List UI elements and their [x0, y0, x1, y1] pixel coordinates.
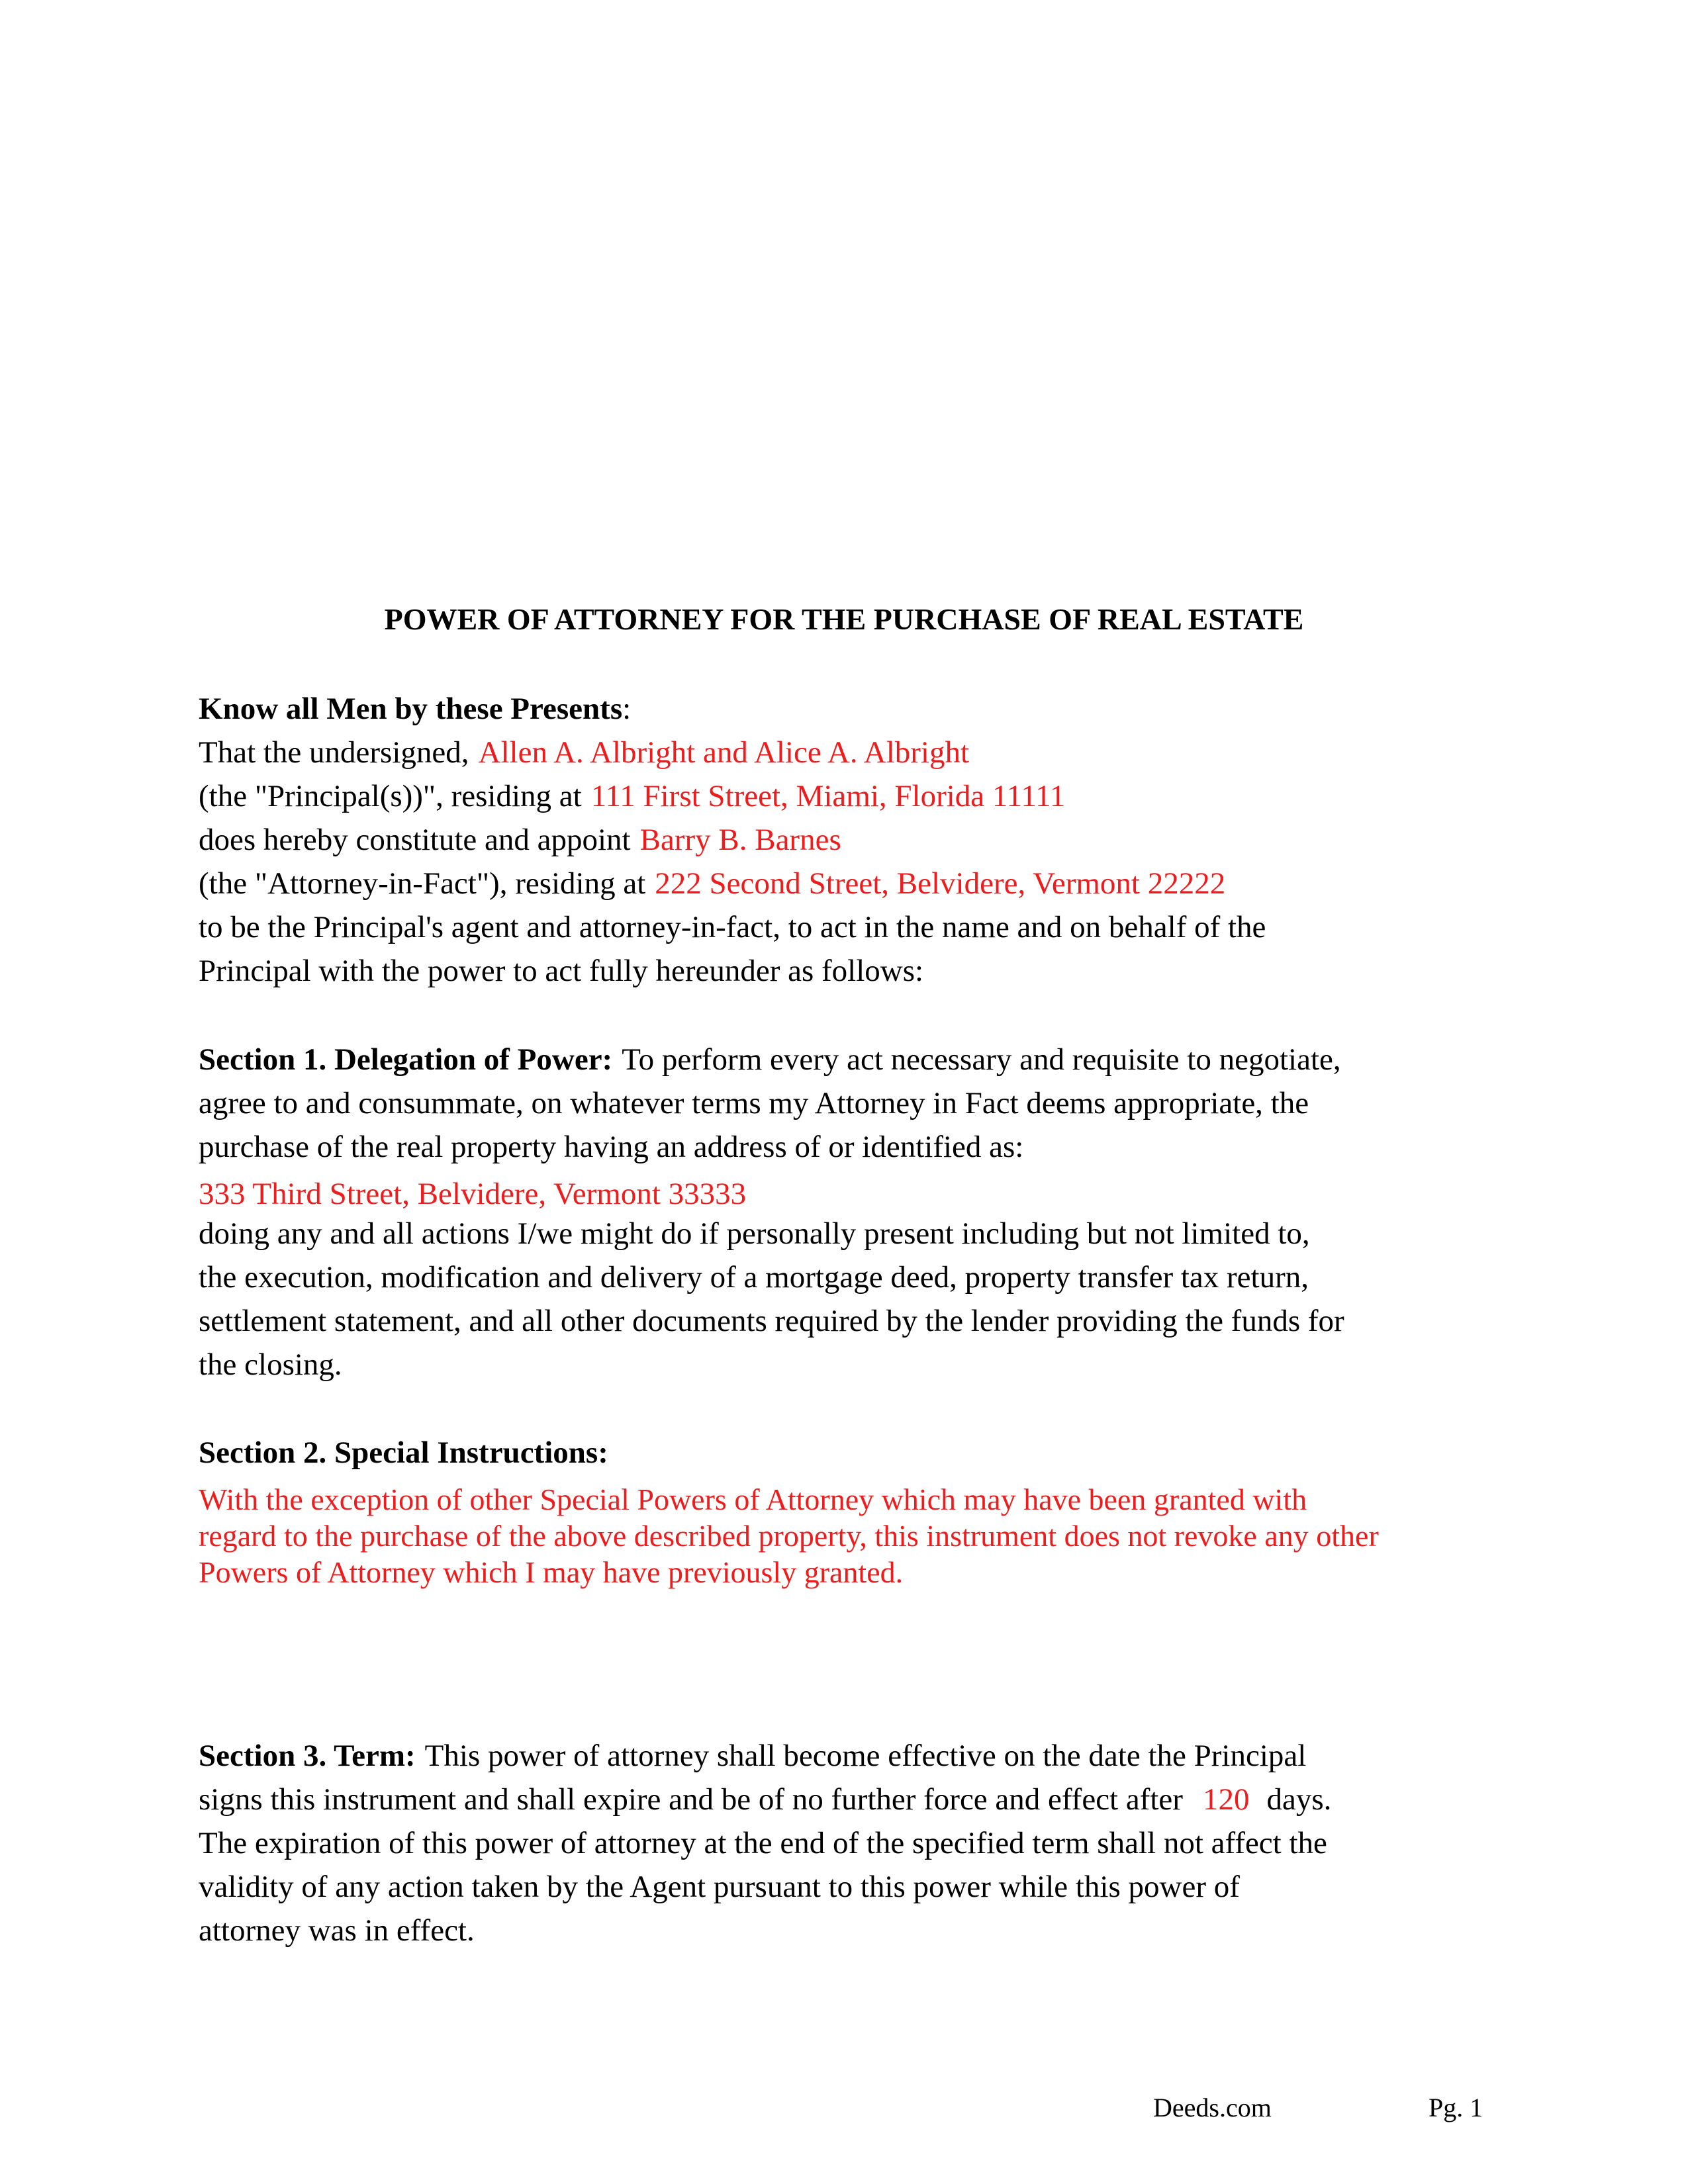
section1-text-line: doing any and all actions I/we might do if personally present including but not limited to, [199, 1216, 1310, 1251]
undersigned-label: That the undersigned, [199, 735, 469, 770]
footer-site: Deeds.com [1153, 2093, 1272, 2122]
section3-term-line [199, 1780, 1331, 1819]
section3-first-line [199, 1737, 1306, 1775]
appoint-label: does hereby constitute and appoint [199, 823, 631, 857]
principal-line [199, 733, 969, 772]
principal-names: Allen A. Albright and Alice A. Albright [478, 735, 970, 770]
attorney-residing-label: (the "Attorney-in-Fact"), residing at [199, 866, 646, 901]
section3-text-line: validity of any action taken by the Agent pursuant to this power while this power of [199, 1870, 1240, 1904]
section1-first-line [199, 1040, 1341, 1079]
footer-page-number: Pg. 1 [1429, 2093, 1483, 2122]
section1-text-line: purchase of the real property having an address of or identified as: [199, 1130, 1024, 1164]
principal-residing-label: (the "Principal(s))", residing at [199, 779, 582, 813]
intro-heading: Know all Men by these Presents [199, 692, 623, 726]
principal-address-line [199, 777, 1065, 815]
section1-text-line: settlement statement, and all other documents required by the lender providing the funds for [199, 1304, 1344, 1338]
section3-text-line: The expiration of this power of attorney at the end of the specified term shall not affect the [199, 1826, 1327, 1860]
section2-heading: Section 2. Special Instructions: [199, 1435, 608, 1470]
intro-text-line: Principal with the power to act fully hereunder as follows: [199, 954, 924, 988]
section1-text-line: agree to and consummate, on whatever terms my Attorney in Fact deems appropriate, the [199, 1086, 1309, 1120]
section1-text-line: the execution, modification and delivery of a mortgage deed, property transfer tax return, [199, 1260, 1309, 1295]
intro-heading-colon: : [622, 692, 632, 726]
attorney-name: Barry B. Barnes [639, 823, 841, 857]
special-instructions-line: regard to the purchase of the above described property, this instrument does not revoke any other [199, 1519, 1379, 1553]
days-label: days. [1266, 1782, 1332, 1817]
section3-text: This power of attorney shall become effective on the date the Principal [424, 1739, 1307, 1773]
section1-text: To perform every act necessary and requisite to negotiate, [622, 1042, 1341, 1077]
property-address: 333 Third Street, Belvidere, Vermont 33333 [199, 1177, 747, 1211]
section1-heading: Section 1. Delegation of Power: [199, 1042, 613, 1077]
intro-text-line: to be the Principal's agent and attorney-in-fact, to act in the name and on behalf of the [199, 910, 1266, 944]
special-instructions-line: With the exception of other Special Powers of Attorney which may have been granted with [199, 1482, 1307, 1516]
attorney-address-line [199, 864, 1225, 903]
term-days: 120 [1202, 1782, 1250, 1817]
section3-heading: Section 3. Term: [199, 1739, 416, 1773]
section3-text: signs this instrument and shall expire and be of no further force and effect after [199, 1782, 1183, 1817]
document-title: POWER OF ATTORNEY FOR THE PURCHASE OF REAL ESTATE [384, 602, 1304, 636]
attorney-address: 222 Second Street, Belvidere, Vermont 22222 [655, 866, 1226, 901]
special-instructions-line: Powers of Attorney which I may have previously granted. [199, 1555, 904, 1589]
appoint-line [199, 821, 841, 859]
intro-heading-line [199, 690, 631, 728]
principal-address: 111 First Street, Miami, Florida 11111 [590, 779, 1066, 813]
section3-text-line: attorney was in effect. [199, 1913, 475, 1948]
section1-text-line: the closing. [199, 1347, 342, 1382]
